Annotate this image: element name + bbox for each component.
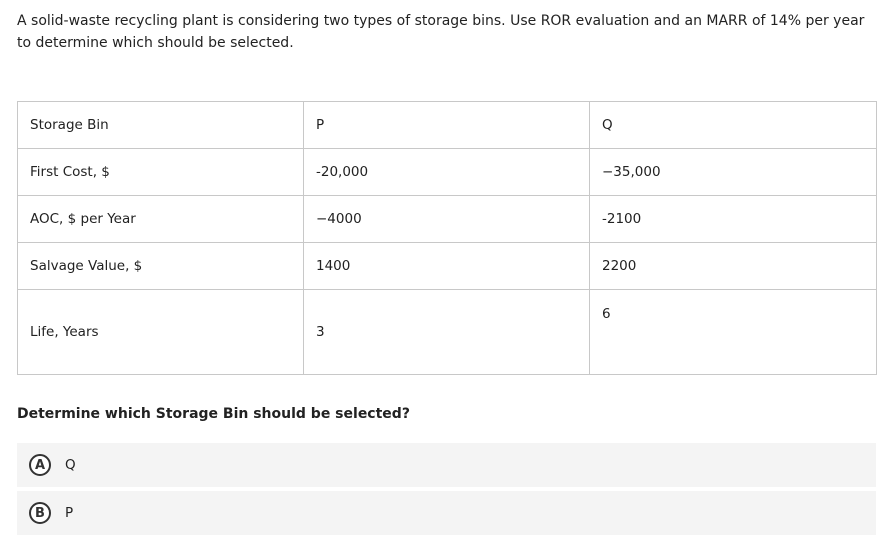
table-row [18,243,877,290]
table-row [18,196,877,243]
option-letter-badge: A [29,454,51,476]
table-cell: Life, Years [18,290,304,375]
table-header-cell: Storage Bin [18,102,304,149]
table-cell: 6 [590,290,877,375]
table-cell: 2200 [590,243,877,290]
option-letter-badge: B [29,502,51,524]
table-cell: −4000 [304,196,590,243]
table-cell: -2100 [590,196,877,243]
storage-bin-table [17,101,877,375]
question-prompt: Determine which Storage Bin should be selected? [17,406,410,422]
table-header-cell: P [304,102,590,149]
table-cell: -20,000 [304,149,590,196]
table-cell: 1400 [304,243,590,290]
table-cell: First Cost, $ [18,149,304,196]
answer-option-b[interactable] [17,491,876,535]
option-text: P [65,505,74,521]
table-header-row [18,102,877,149]
table-row [18,149,877,196]
table-cell: −35,000 [590,149,877,196]
table-cell: 3 [304,290,590,375]
answer-option-a[interactable] [17,443,876,487]
table-header-cell: Q [590,102,877,149]
option-text: Q [65,457,76,473]
table-cell: Salvage Value, $ [18,243,304,290]
question-text: A solid-waste recycling plant is considering two types of storage bins. Use ROR evaluation and an MARR of 14% per year to determine which should be selected. [17,13,865,51]
table-cell: AOC, $ per Year [18,196,304,243]
table-row [18,290,877,375]
